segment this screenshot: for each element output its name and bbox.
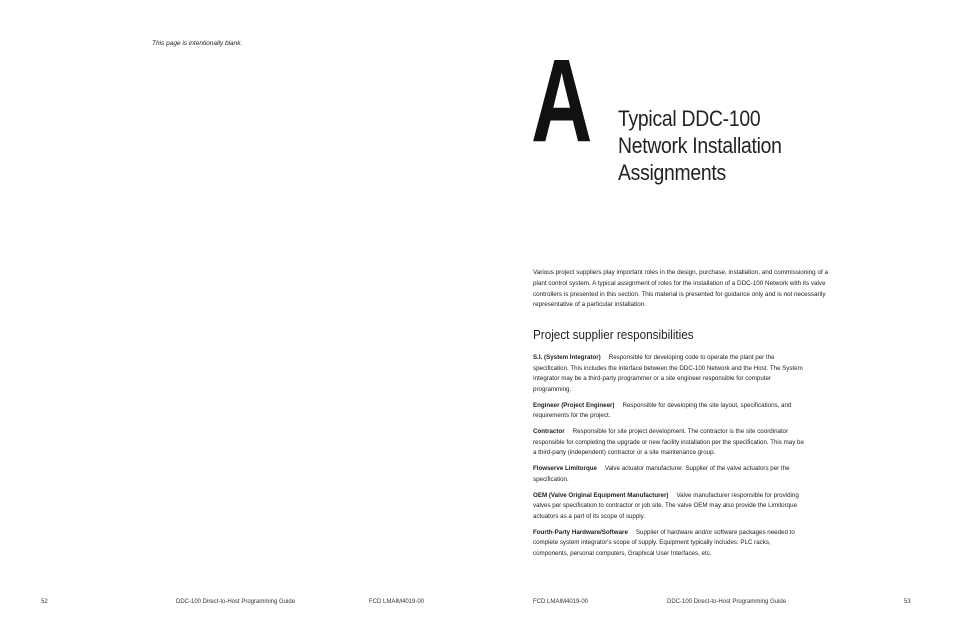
responsibility-item (533, 464, 805, 485)
right-page-number: 53 (904, 599, 911, 605)
right-footer-doc-code: FCD LMAIM4019-00 (533, 599, 589, 605)
responsibility-text: Responsible for developing code to operate the plant per the specification. This includes the interface between the DDC-100 Network and the Host. The System Integrator may be a third-party programmer or a site engineer responsible for computer programming. (533, 354, 803, 393)
responsibility-item (533, 401, 805, 422)
chapter-title-line: Network Installation (618, 133, 782, 158)
intro-paragraph: Various project suppliers play important roles in the design, purchase, installation, and commissioning of a plant control system. A typical assignment of roles for the installation of a DDC-100 Network with its valve controllers is presented in this section. This material is presented for guidance only and is not necessarily representative of a particular installation. (533, 269, 828, 309)
responsibility-text: Valve actuator manufacturer. Supplier of the valve actuators per the specification. (533, 465, 790, 483)
responsibility-item (533, 427, 805, 459)
right-footer-guide-title: DDC-100 Direct-to-Host Programming Guide (667, 599, 787, 605)
chapter-title-line: Assignments (618, 160, 726, 185)
responsibility-term: Engineer (Project Engineer) (533, 401, 615, 409)
left-footer-doc-code: FCD LMAIM4019-00 (369, 599, 425, 605)
responsibility-text: Responsible for developing the site layout, specifications, and requirements for the project. (533, 401, 792, 419)
left-page-number: 52 (41, 599, 48, 605)
responsibility-term: Flowserve Limitorque (533, 465, 597, 472)
section-heading: Project supplier responsibilities (533, 327, 694, 342)
left-footer-guide-title: DDC-100 Direct-to-Host Programming Guide (176, 599, 296, 605)
responsibilities-list (533, 353, 805, 565)
responsibility-item (533, 528, 805, 560)
responsibility-term: OEM (Valve Original Equipment Manufacturer) (533, 491, 669, 499)
responsibility-item (533, 491, 805, 523)
responsibility-text: Supplier of hardware and/or software packages needed to complete system integrator's scope of supply. Equipment typically includes: PLC racks, components, personal computers, Graphical User Interfaces, etc. (533, 528, 795, 557)
chapter-title (618, 105, 847, 186)
blank-page-note: This page is intentionally blank. (152, 40, 243, 47)
chapter-title-line: Typical DDC-100 (618, 106, 761, 131)
responsibility-text: Responsible for site project development. The contractor is the site coordinator responsible for completing the upgrade or new facility installation per the specification. This may be a third-party (independent) contractor or a site maintenance group. (533, 428, 804, 456)
chapter-letter: A (531, 35, 591, 167)
responsibility-term: S.I. (System Integrator) (533, 354, 601, 361)
responsibility-term: Fourth-Party Hardware/Software (533, 528, 628, 536)
responsibility-term: Contractor (533, 428, 565, 435)
responsibility-text: Valve manufacturer responsible for providing valves per specification to contractor or job site. The valve OEM may also provide the Limitorque actuators as a part of its scope of supply. (533, 491, 799, 520)
responsibility-item (533, 353, 805, 395)
